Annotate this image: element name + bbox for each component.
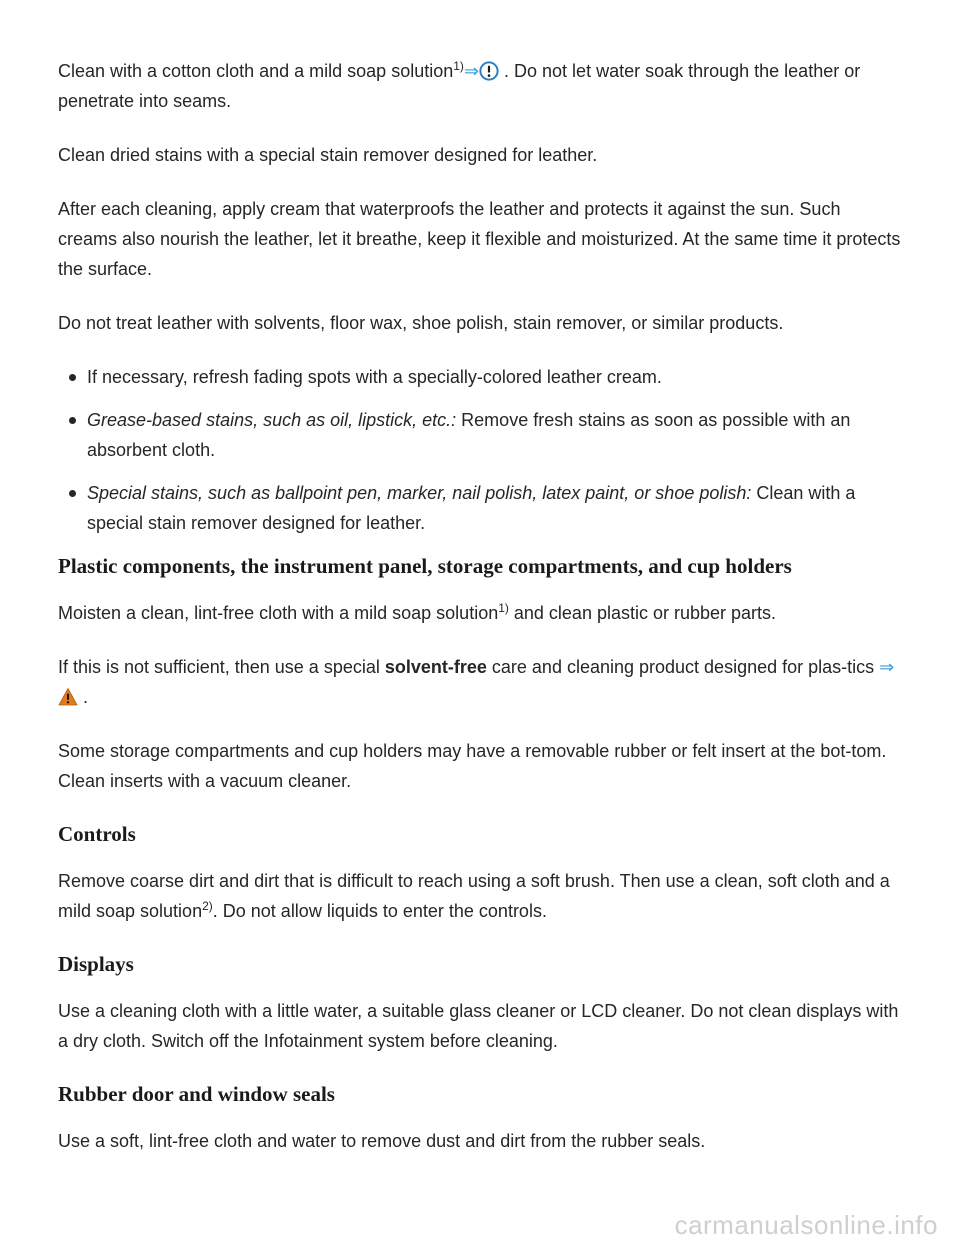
notice-circle-icon[interactable] [479, 61, 499, 81]
cross-reference-arrow[interactable]: ⇒ [879, 657, 895, 677]
controls-paragraph [58, 866, 903, 926]
displays-paragraph: Use a cleaning cloth with a little water, a suitable glass cleaner or LCD cleaner. Do not clean displays with a dry cloth. Switch off the Infotainment system before cleaning. [58, 1001, 899, 1051]
displays-heading: Displays [58, 952, 134, 976]
rubber-seals-heading: Rubber door and window seals [58, 1082, 335, 1106]
do-not-treat-paragraph: Do not treat leather with solvents, floor wax, shoe polish, stain remover, or similar products. [58, 313, 784, 333]
list-item [58, 478, 903, 538]
warning-triangle-icon[interactable] [58, 687, 78, 707]
list-item-lead: Grease-based stains, such as oil, lipstick, etc.: [87, 410, 457, 430]
manual-page [58, 56, 903, 1180]
controls-heading: Controls [58, 822, 136, 846]
rubber-seals-paragraph: Use a soft, lint-free cloth and water to remove dust and dirt from the rubber seals. [58, 1131, 706, 1151]
list-item [58, 405, 903, 465]
text-run: Remove coarse dirt and dirt that is difficult to reach using a soft brush. Then use a clean, soft cloth and a mild soap solution [58, 871, 890, 921]
bullet-dot [69, 490, 76, 497]
bullet-dot [69, 417, 76, 424]
text-run: Clean with a cotton cloth and a mild soap solution [58, 61, 454, 81]
solvent-free-paragraph [58, 652, 903, 712]
list-item-text: Clean with a special stain remover designed for leather. [87, 483, 856, 533]
footnote-ref-1[interactable]: 1) [453, 59, 464, 73]
plastic-components-heading: Plastic components, the instrument panel, storage compartments, and cup holders [58, 554, 792, 578]
text-run: and clean plastic or rubber parts. [508, 603, 777, 623]
text-run: Moisten a clean, lint-free cloth with a mild soap solution [58, 603, 499, 623]
text-run: . Do not let water soak through the leather or penetrate into seams. [58, 61, 861, 111]
watermark: carmanualsonline.info [674, 1210, 938, 1240]
cross-reference-arrow[interactable]: ⇒ [463, 61, 480, 81]
list-item-lead: Special stains, such as ballpoint pen, marker, nail polish, latex paint, or shoe polish: [87, 483, 752, 503]
plastic-moisten-paragraph [58, 598, 903, 628]
leather-cream-paragraph: After each cleaning, apply cream that waterproofs the leather and protects it against the sun. Such creams also nourish the leather, let it breathe, keep it flexible and moisturized. At the same time it protects the surface. [58, 199, 901, 279]
footnote-ref-2[interactable]: 2) [202, 899, 213, 913]
stain-bullet-list [58, 362, 903, 538]
text-run: If this is not sufficient, then use a special [58, 657, 385, 677]
list-item-text: If necessary, refresh fading spots with a specially-colored leather cream. [87, 367, 662, 387]
list-item [58, 362, 903, 392]
text-run: . [78, 687, 89, 707]
storage-inserts-paragraph: Some storage compartments and cup holders may have a removable rubber or felt insert at the bot-tom. Clean inserts with a vacuum cleaner. [58, 741, 887, 791]
bullet-dot [69, 374, 76, 381]
leather-cleaning-paragraph [58, 56, 903, 116]
list-item-text: Remove fresh stains as soon as possible with an absorbent cloth. [87, 410, 851, 460]
text-run: . Do not allow liquids to enter the controls. [212, 901, 547, 921]
text-run: care and cleaning product designed for plas-tics [486, 657, 880, 677]
emphasis-solvent-free: solvent-free [384, 657, 487, 677]
footnote-ref-1[interactable]: 1) [498, 601, 509, 615]
dried-stains-paragraph: Clean dried stains with a special stain remover designed for leather. [58, 145, 598, 165]
